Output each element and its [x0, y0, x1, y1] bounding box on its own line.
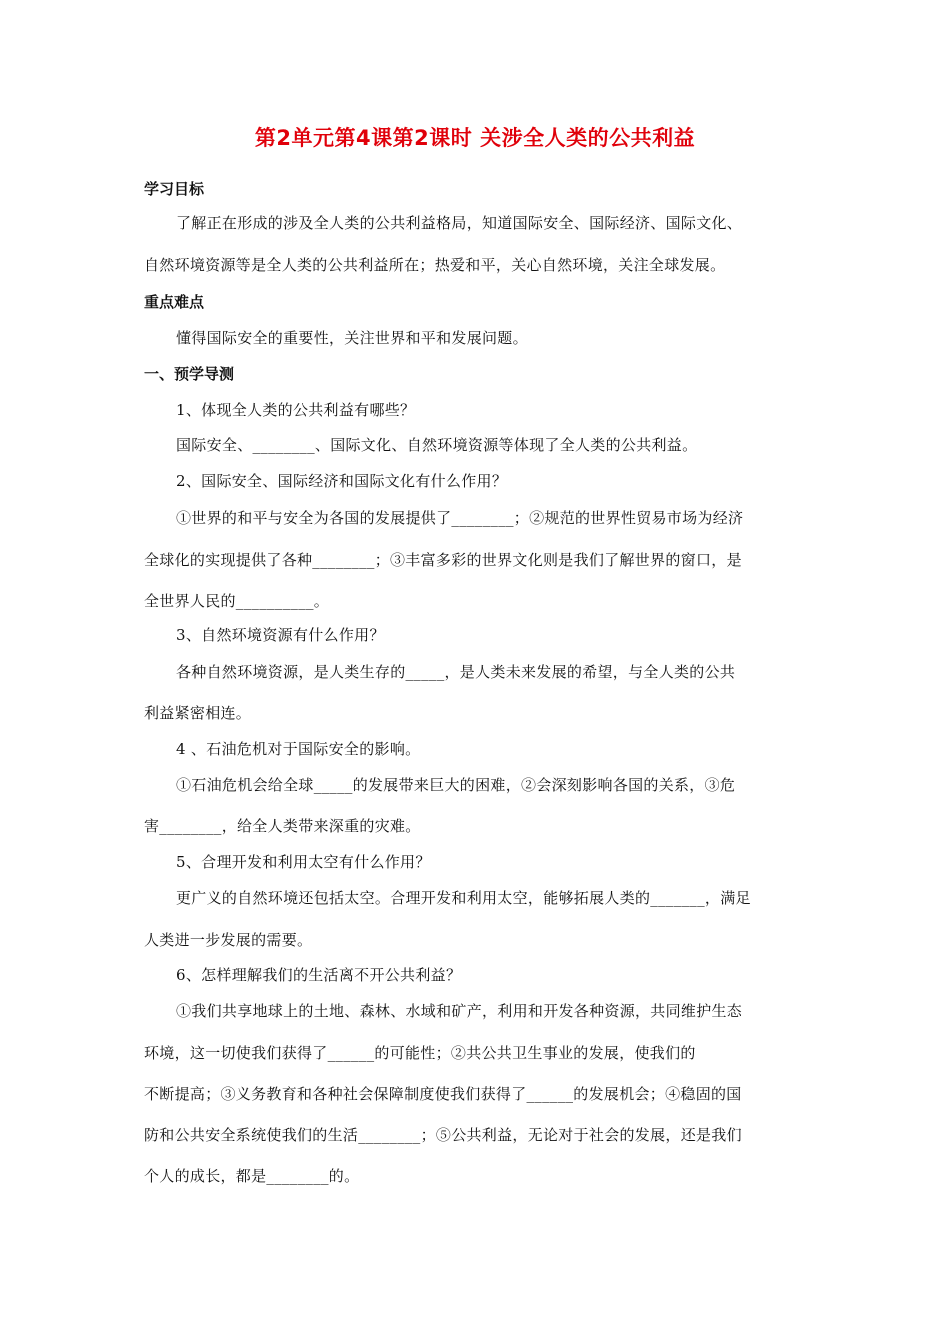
question-2-answer-line-3: 全世界人民的__________。	[144, 592, 330, 610]
question-5: 5、合理开发和利用太空有什么作用？	[176, 853, 431, 871]
question-6-answer-line-1: ①我们共享地球上的土地、森林、水域和矿产，利用和开发各种资源，共同维护生态	[176, 1002, 743, 1020]
question-4-answer-line-2: 害________，给全人类带来深重的灾难。	[144, 817, 421, 835]
question-6-answer-line-2: 环境，这一切使我们获得了______的可能性；②共公共卫生事业的发展，使我们的	[144, 1044, 696, 1062]
objectives-text-line-2: 自然环境资源等是全人类的公共利益所在；热爱和平，关心自然环境，关注全球发展。	[144, 256, 726, 274]
key-points-heading: 重点难点	[144, 293, 205, 311]
question-1-answer-line-1: 国际安全、________、国际文化、自然环境资源等体现了全人类的公共利益。	[176, 436, 698, 454]
question-6: 6、怎样理解我们的生活离不开公共利益？	[176, 966, 462, 984]
page-title: 第2单元第4课第2课时 关涉全人类的公共利益	[254, 126, 696, 150]
question-1: 1、体现全人类的公共利益有哪些？	[176, 401, 416, 419]
question-4-answer-line-1: ①石油危机会给全球_____的发展带来巨大的困难，②会深刻影响各国的关系，③危	[176, 776, 736, 794]
question-5-answer-line-2: 人类进一步发展的需要。	[144, 931, 313, 949]
question-2: 2、国际安全、国际经济和国际文化有什么作用？	[176, 472, 508, 490]
question-3-answer-line-2: 利益紧密相连。	[144, 704, 252, 722]
question-6-answer-line-3: 不断提高；③义务教育和各种社会保障制度使我们获得了______的发展机会；④稳固的国	[144, 1085, 742, 1103]
objectives-heading: 学习目标	[144, 180, 205, 198]
question-6-answer-line-5: 个人的成长，都是________的。	[144, 1167, 360, 1185]
objectives-text-line-1: 了解正在形成的涉及全人类的公共利益格局，知道国际安全、国际经济、国际文化、	[176, 214, 743, 232]
question-3: 3、自然环境资源有什么作用？	[176, 626, 385, 644]
question-3-answer-line-1: 各种自然环境资源，是人类生存的_____，是人类未来发展的希望，与全人类的公共	[176, 663, 736, 681]
question-2-answer-line-2: 全球化的实现提供了各种________；③丰富多彩的世界文化则是我们了解世界的窗口，是	[144, 551, 742, 569]
key-points-text: 懂得国际安全的重要性，关注世界和平和发展问题。	[176, 329, 528, 347]
question-6-answer-line-4: 防和公共安全系统使我们的生活________；⑤公共利益，无论对于社会的发展，还是我们	[144, 1126, 742, 1144]
question-2-answer-line-1: ①世界的和平与安全为各国的发展提供了________；②规范的世界性贸易市场为经济	[176, 509, 744, 527]
preview-heading: 一、预学导测	[144, 365, 235, 383]
question-5-answer-line-1: 更广义的自然环境还包括太空。合理开发和利用太空，能够拓展人类的_______，满足	[176, 889, 751, 907]
question-4: 4 、石油危机对于国际安全的影响。	[176, 740, 421, 758]
